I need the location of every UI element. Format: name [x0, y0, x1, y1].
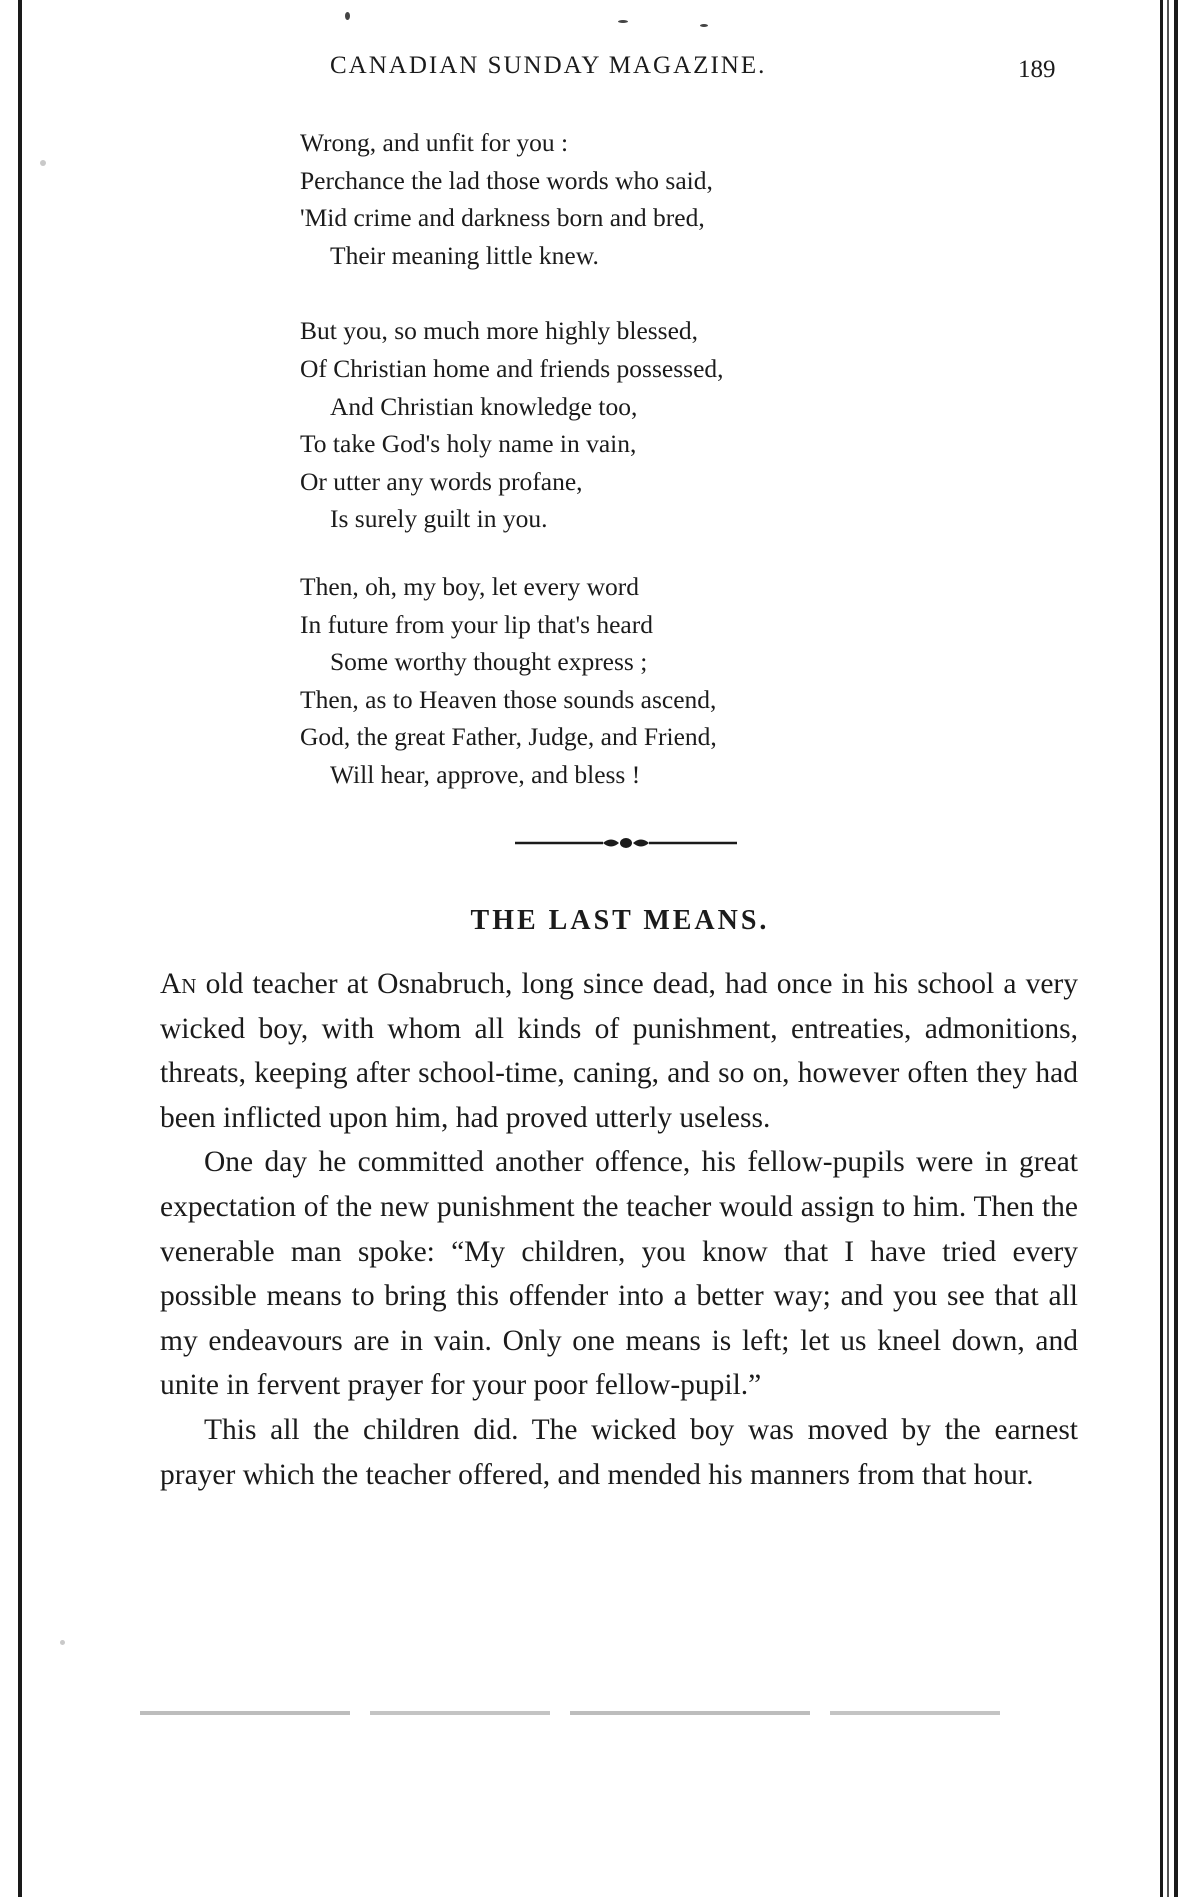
right-page-edge — [1160, 0, 1163, 1897]
article-title: THE LAST MEANS. — [470, 905, 770, 936]
poem — [300, 124, 1080, 794]
page-number: 189 — [1018, 56, 1056, 83]
poem-line: To take God's holy name in vain, — [300, 429, 637, 459]
poem-line: In future from your lip that's heard — [300, 609, 653, 639]
poem-line: Perchance the lad those words who said, — [300, 165, 713, 195]
section-divider-ornament — [515, 835, 737, 851]
paragraph-text: old teacher at Osnabruch, long since dead, had once in his school a very wicked boy, with whom all kinds of punishment, entreaties, admonitions, threats, keeping after school-time, caning, and so on, however often they had been inflicted upon him, had proved utterly useless. — [160, 968, 1078, 1134]
left-page-edge — [18, 0, 22, 1897]
poem-line: Then, as to Heaven those sounds ascend, — [300, 684, 717, 714]
poem-line: Of Christian home and friends possessed, — [300, 353, 724, 383]
print-speck — [60, 1640, 65, 1645]
poem-stanza — [300, 312, 1080, 538]
bleed-through-text — [140, 1708, 1060, 1718]
article-paragraph — [160, 962, 1078, 1140]
right-page-edge-outer — [1174, 0, 1178, 1897]
article-paragraph: This all the children did. The wicked boy was moved by the earnest prayer which the teacher offered, and mended his manners from that hour. — [160, 1413, 1078, 1491]
article-paragraph: One day he committed another offence, his fellow-pupils were in great expectation of the new punishment the teacher would assign to him. Then the venerable man spoke: “My children, you know that I have tried every possible means to bring this offender into a better way; and you see that all my endeavours are in vain. Only one means is left; let us kneel down, and unite in fervent prayer for your poor fellow-pupil.” — [160, 1146, 1078, 1402]
poem-line: Their meaning little knew. — [330, 240, 599, 270]
poem-line: Will hear, approve, and bless ! — [330, 759, 641, 789]
article-body — [160, 962, 1078, 1497]
print-speck — [700, 24, 708, 27]
poem-line: 'Mid crime and darkness born and bred, — [300, 203, 705, 233]
print-speck — [40, 160, 46, 166]
print-speck — [618, 20, 628, 23]
right-page-edge-inner — [1167, 0, 1169, 1897]
poem-stanza — [300, 568, 1080, 794]
poem-line: Wrong, and unfit for you : — [300, 128, 569, 157]
poem-line: Some worthy thought express ; — [330, 647, 648, 677]
poem-line: Is surely guilt in you. — [330, 504, 548, 534]
poem-line: God, the great Father, Judge, and Friend, — [300, 722, 717, 752]
poem-line: But you, so much more highly blessed, — [300, 316, 699, 346]
poem-line: And Christian knowledge too, — [330, 391, 638, 421]
poem-stanza — [300, 124, 1080, 274]
poem-line: Or utter any words profane, — [300, 466, 583, 496]
print-speck — [345, 12, 350, 20]
running-head: CANADIAN SUNDAY MAGAZINE. — [330, 52, 767, 79]
lead-word: An — [160, 968, 197, 1000]
poem-line: Then, oh, my boy, let every word — [300, 571, 639, 601]
